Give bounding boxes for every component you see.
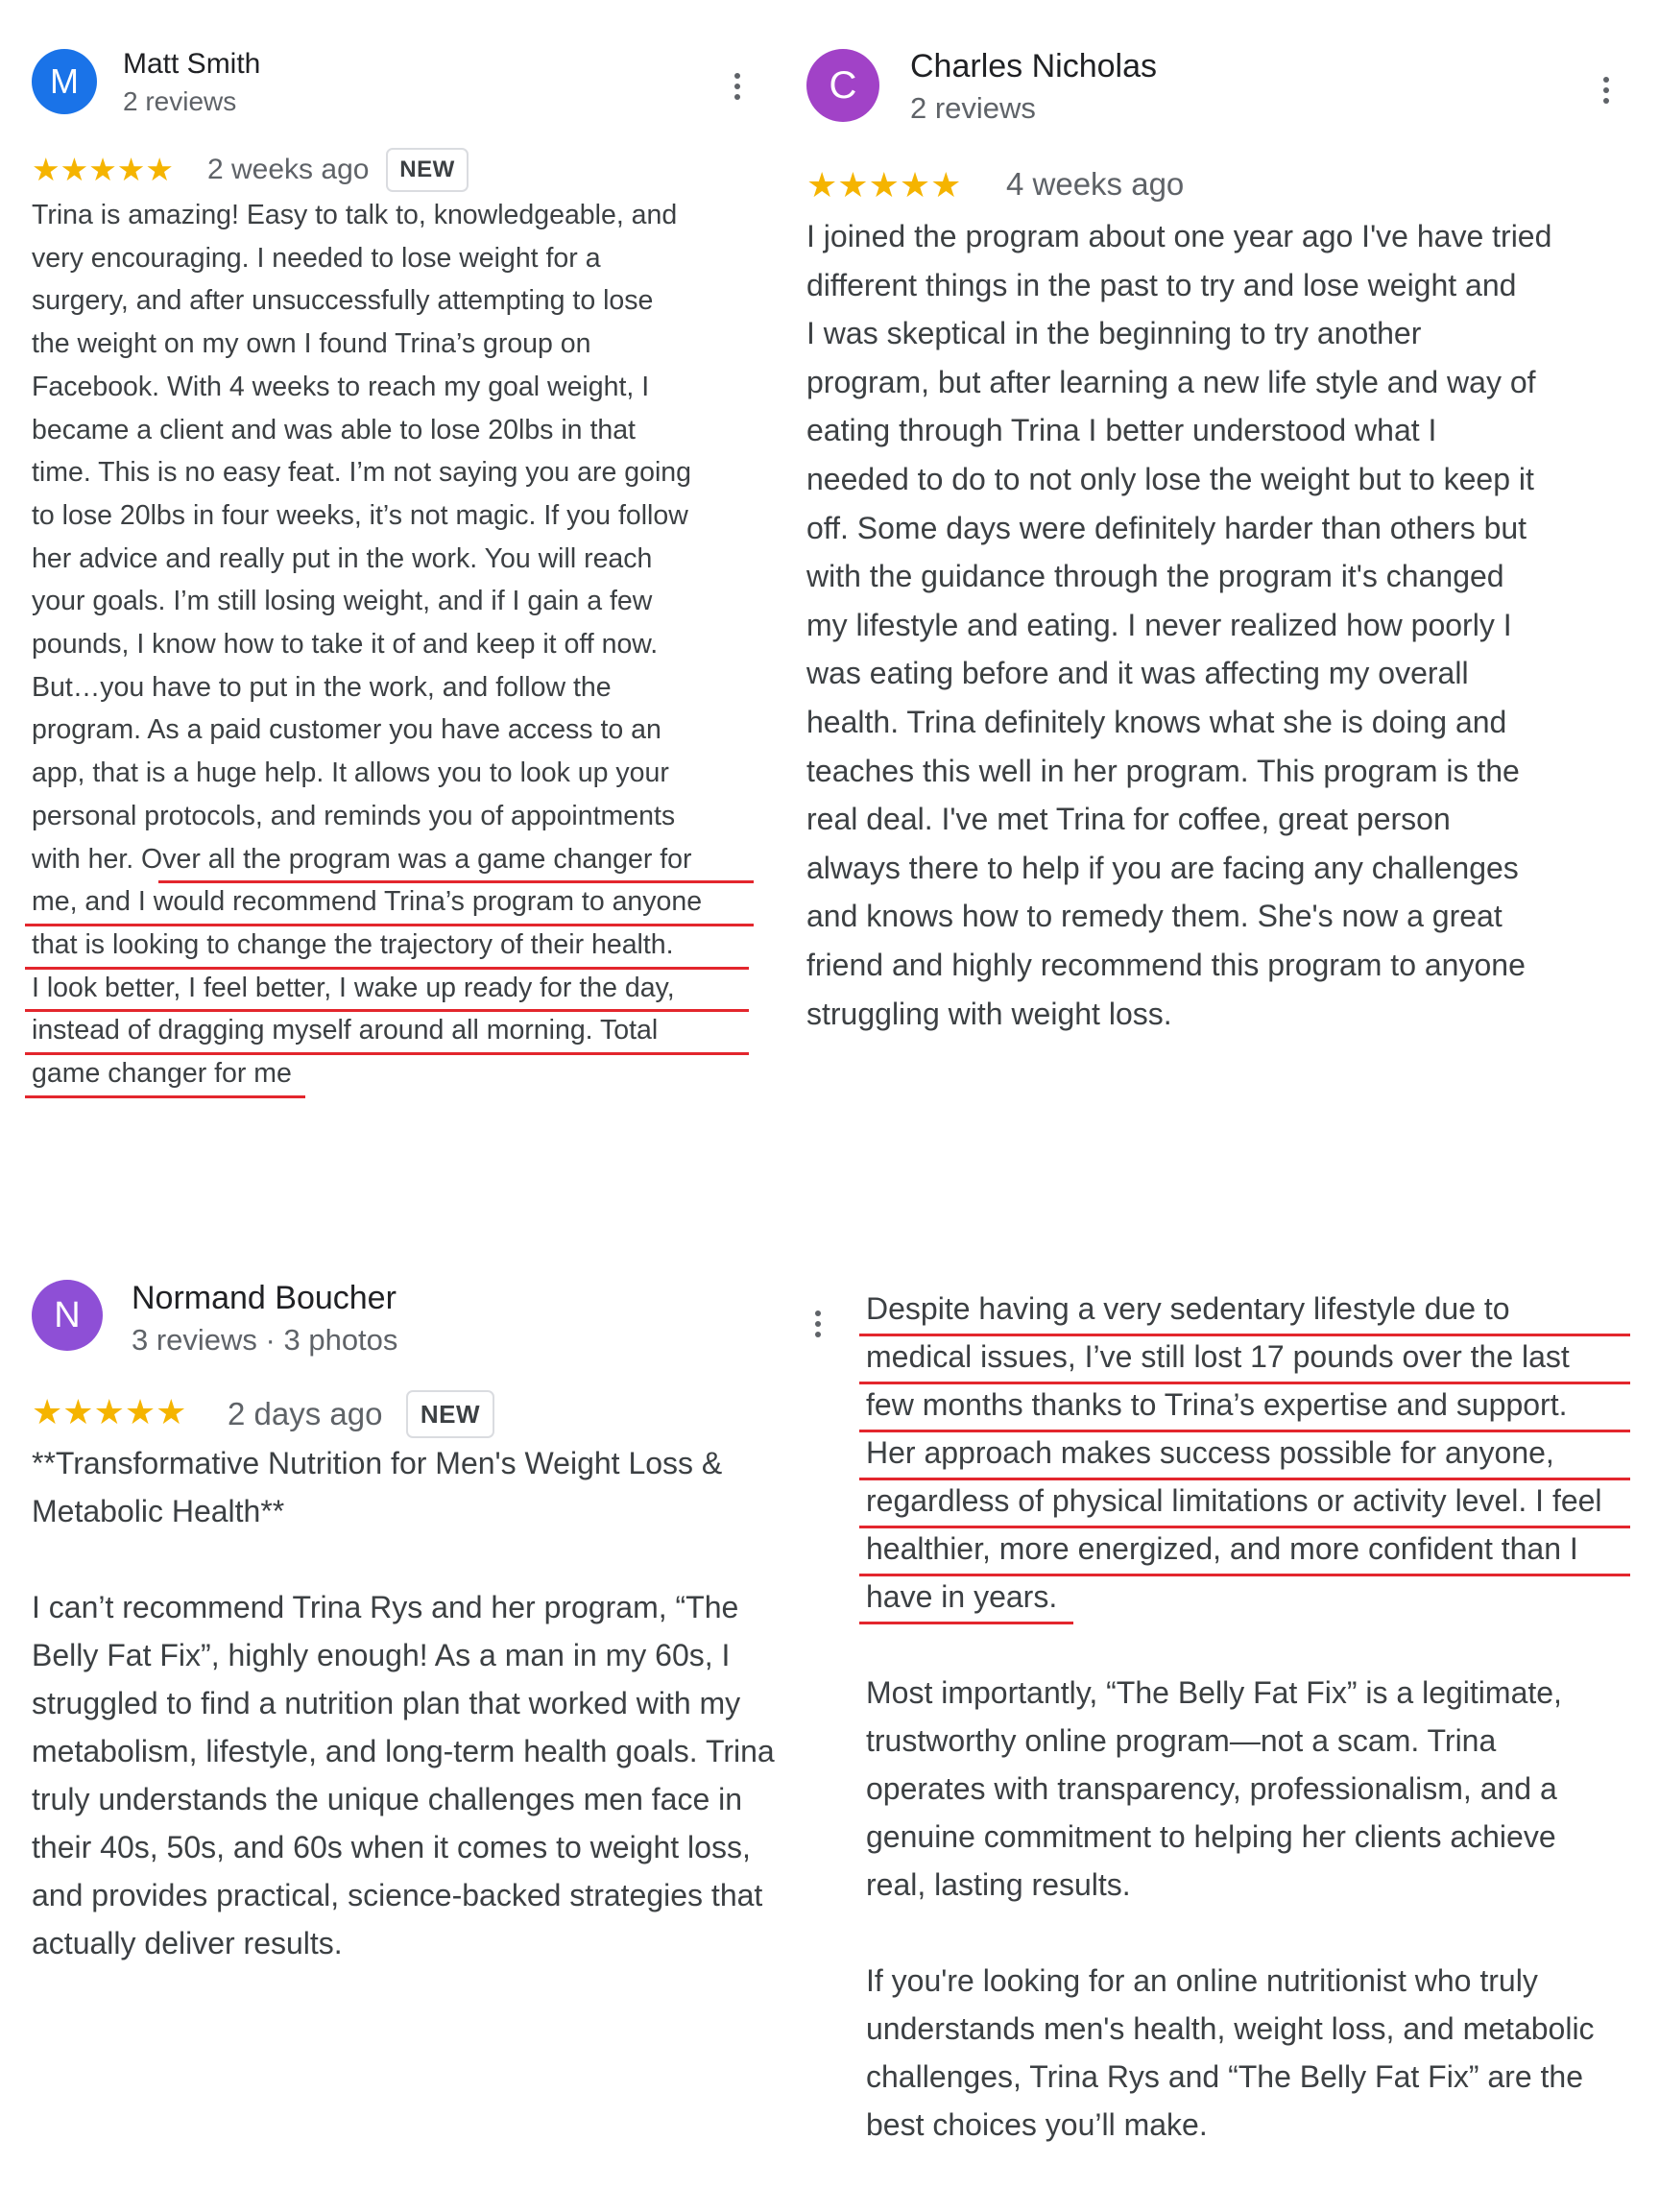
- reviewer-meta: 3 reviews · 3 photos: [132, 1323, 398, 1357]
- star-icon: ★: [116, 152, 146, 187]
- review-text-line: real deal. I've met Trina for coffee, great person: [806, 802, 1451, 837]
- review-text-line: **Transformative Nutrition for Men's Weight Loss &: [32, 1446, 723, 1480]
- review-card-charles-nicholas: [797, 0, 1659, 1152]
- avatar[interactable]: [32, 49, 97, 114]
- review-text-line: Metabolic Health**: [32, 1494, 285, 1528]
- review-text-line: very encouraging. I needed to lose weight for a: [32, 242, 601, 274]
- review-text-line: the weight on my own I found Trina’s group on: [32, 328, 591, 360]
- review-text-line: eating through Trina I better understood what I: [806, 413, 1437, 448]
- reviewer-name[interactable]: Charles Nicholas: [910, 48, 1157, 84]
- review-text-line: trustworthy online program—not a scam. Trina: [866, 1723, 1497, 1758]
- new-badge: NEW: [406, 1390, 494, 1438]
- more-options-icon[interactable]: [813, 1310, 823, 1342]
- more-options-icon[interactable]: [1601, 77, 1611, 108]
- review-text-line: needed to do to not only lose the weight but to keep it: [806, 462, 1534, 496]
- review-text-line: me, and I would recommend Trina’s program to anyone: [32, 886, 703, 918]
- review-time: 4 weeks ago: [1006, 166, 1185, 202]
- review-text-line: few months thanks to Trina’s expertise and support.: [866, 1387, 1568, 1422]
- review-text-line: truly understands the unique challenges men face in: [32, 1782, 743, 1816]
- review-text-line: became a client and was able to lose 20lbs in that: [32, 414, 636, 445]
- highlight-underline: [158, 880, 754, 883]
- review-text-line: health. Trina definitely knows what she is doing and: [806, 705, 1507, 739]
- review-text-line: program. As a paid customer you have access to an: [32, 714, 661, 746]
- star-icon: ★: [837, 165, 869, 204]
- review-card-normand-boucher: [0, 1248, 1659, 2208]
- review-text-line: regardless of physical limitations or activity level. I feel: [866, 1483, 1602, 1518]
- review-text-line: program, but after learning a new life style and way of: [806, 364, 1536, 399]
- reviewer-name[interactable]: Normand Boucher: [132, 1280, 397, 1316]
- review-text-line: challenges, Trina Rys and “The Belly Fat Fix” are the: [866, 2059, 1583, 2094]
- review-text-line: instead of dragging myself around all morning. Total: [32, 1015, 659, 1046]
- star-icon: ★: [156, 1392, 187, 1431]
- review-text-line: real, lasting results.: [866, 1867, 1131, 1902]
- highlight-underline: [859, 1622, 1073, 1624]
- highlight-underline: [25, 1095, 305, 1098]
- reviewer-meta: 2 reviews: [910, 91, 1036, 125]
- reviewer-meta: 2 reviews: [123, 86, 237, 116]
- star-icon: ★: [806, 165, 838, 204]
- review-text-line: Belly Fat Fix”, highly enough! As a man in my 60s, I: [32, 1638, 731, 1672]
- review-text-line: and knows how to remedy them. She's now a great: [806, 899, 1503, 934]
- review-text-line: to lose 20lbs in four weeks, it’s not magic. If you follow: [32, 499, 688, 531]
- review-text-line: her advice and really put in the work. You will reach: [32, 542, 653, 574]
- star-rating: [32, 1392, 186, 1432]
- highlight-underline: [25, 924, 754, 926]
- star-icon: ★: [145, 152, 174, 187]
- highlight-underline: [25, 1052, 749, 1055]
- review-time: 2 weeks ago: [207, 154, 370, 185]
- review-text-line: Facebook. With 4 weeks to reach my goal weight, I: [32, 371, 650, 402]
- review-text-line: I look better, I feel better, I wake up ready for the day,: [32, 972, 675, 1003]
- review-text-line: actually deliver results.: [32, 1926, 343, 1960]
- review-text-line: personal protocols, and reminds you of appointments: [32, 800, 676, 831]
- star-icon: ★: [60, 152, 89, 187]
- review-text-line: Her approach makes success possible for anyone,: [866, 1435, 1554, 1470]
- review-card-matt-smith: [0, 0, 797, 1152]
- review-text-line: pounds, I know how to take it of and keep it off now.: [32, 629, 659, 660]
- review-text-line: surgery, and after unsuccessfully attempting to lose: [32, 285, 654, 317]
- avatar[interactable]: [32, 1280, 103, 1351]
- review-text-line: operates with transparency, professionalism, and a: [866, 1771, 1557, 1806]
- review-text-line: different things in the past to try and lose weight and: [806, 267, 1517, 302]
- review-text-line: Despite having a very sedentary lifestyle due to: [866, 1291, 1510, 1326]
- review-text-line: struggled to find a nutrition plan that worked with my: [32, 1686, 741, 1720]
- review-text-line: app, that is a huge help. It allows you to look up your: [32, 757, 669, 789]
- review-text-line: my lifestyle and eating. I never realized how poorly I: [806, 607, 1512, 642]
- avatar-letter: M: [50, 61, 79, 101]
- review-text-line: was eating before and it was affecting my overall: [806, 656, 1469, 691]
- highlight-underline: [859, 1382, 1630, 1384]
- star-rating: [32, 151, 174, 188]
- review-text-line: have in years.: [866, 1579, 1058, 1614]
- avatar-letter: N: [54, 1294, 81, 1335]
- review-text-line: I joined the program about one year ago I've have tried: [806, 219, 1552, 253]
- review-text-line: metabolism, lifestyle, and long-term health goals. Trina: [32, 1734, 775, 1768]
- review-text-line: I was skeptical in the beginning to try another: [806, 316, 1422, 351]
- highlight-underline: [859, 1526, 1630, 1528]
- highlight-underline: [859, 1478, 1630, 1480]
- highlight-underline: [859, 1334, 1630, 1336]
- review-text-line: that is looking to change the trajectory of their health.: [32, 928, 674, 960]
- reviewer-name[interactable]: Matt Smith: [123, 48, 261, 80]
- review-text-line: time. This is no easy feat. I’m not saying you are going: [32, 457, 691, 489]
- review-text-line: game changer for me: [32, 1058, 292, 1089]
- star-icon: ★: [62, 1392, 94, 1431]
- review-text-line: with her. Over all the program was a game changer for: [32, 843, 692, 875]
- highlight-underline: [859, 1574, 1630, 1576]
- review-text-line: healthier, more energized, and more confident than I: [866, 1531, 1578, 1566]
- review-text-line: best choices you’ll make.: [866, 2107, 1208, 2142]
- review-text-line: genuine commitment to helping her clients achieve: [866, 1819, 1556, 1854]
- star-icon: ★: [88, 152, 117, 187]
- star-icon: ★: [32, 152, 60, 187]
- review-text-line: with the guidance through the program it's changed: [806, 559, 1504, 594]
- review-text-line: understands men's health, weight loss, and metabolic: [866, 2011, 1595, 2046]
- review-text-line: teaches this well in her program. This program is the: [806, 753, 1520, 788]
- avatar-letter: C: [829, 63, 857, 107]
- star-icon: ★: [32, 1392, 63, 1431]
- highlight-underline: [25, 967, 749, 970]
- star-icon: ★: [868, 165, 900, 204]
- new-badge: NEW: [386, 148, 469, 192]
- review-text-line: struggling with weight loss.: [806, 996, 1172, 1031]
- star-icon: ★: [124, 1392, 156, 1431]
- review-text-line: their 40s, 50s, and 60s when it comes to weight loss,: [32, 1830, 751, 1864]
- highlight-underline: [859, 1430, 1630, 1432]
- review-text-line: I can’t recommend Trina Rys and her program, “The: [32, 1590, 739, 1624]
- review-time: 2 days ago: [228, 1396, 383, 1431]
- review-text-line: medical issues, I’ve still lost 17 pounds over the last: [866, 1339, 1570, 1374]
- star-rating: [806, 165, 961, 205]
- star-icon: ★: [93, 1392, 125, 1431]
- review-text-line: friend and highly recommend this program to anyone: [806, 948, 1526, 982]
- review-text-line: off. Some days were definitely harder than others but: [806, 510, 1527, 545]
- avatar[interactable]: [806, 49, 879, 122]
- review-text-line: If you're looking for an online nutritionist who truly: [866, 1963, 1538, 1998]
- review-text-line: your goals. I’m still losing weight, and if I gain a few: [32, 586, 653, 617]
- highlight-underline: [25, 1009, 749, 1012]
- review-text-line: and provides practical, science-backed strategies that: [32, 1878, 763, 1912]
- star-icon: ★: [899, 165, 931, 204]
- more-options-icon[interactable]: [733, 73, 742, 105]
- review-text-line: always there to help if you are facing any challenges: [806, 850, 1519, 885]
- review-text-line: But…you have to put in the work, and follow the: [32, 671, 612, 703]
- review-text-line: Most importantly, “The Belly Fat Fix” is a legitimate,: [866, 1675, 1562, 1710]
- review-text-line: Trina is amazing! Easy to talk to, knowledgeable, and: [32, 200, 678, 230]
- star-icon: ★: [930, 165, 962, 204]
